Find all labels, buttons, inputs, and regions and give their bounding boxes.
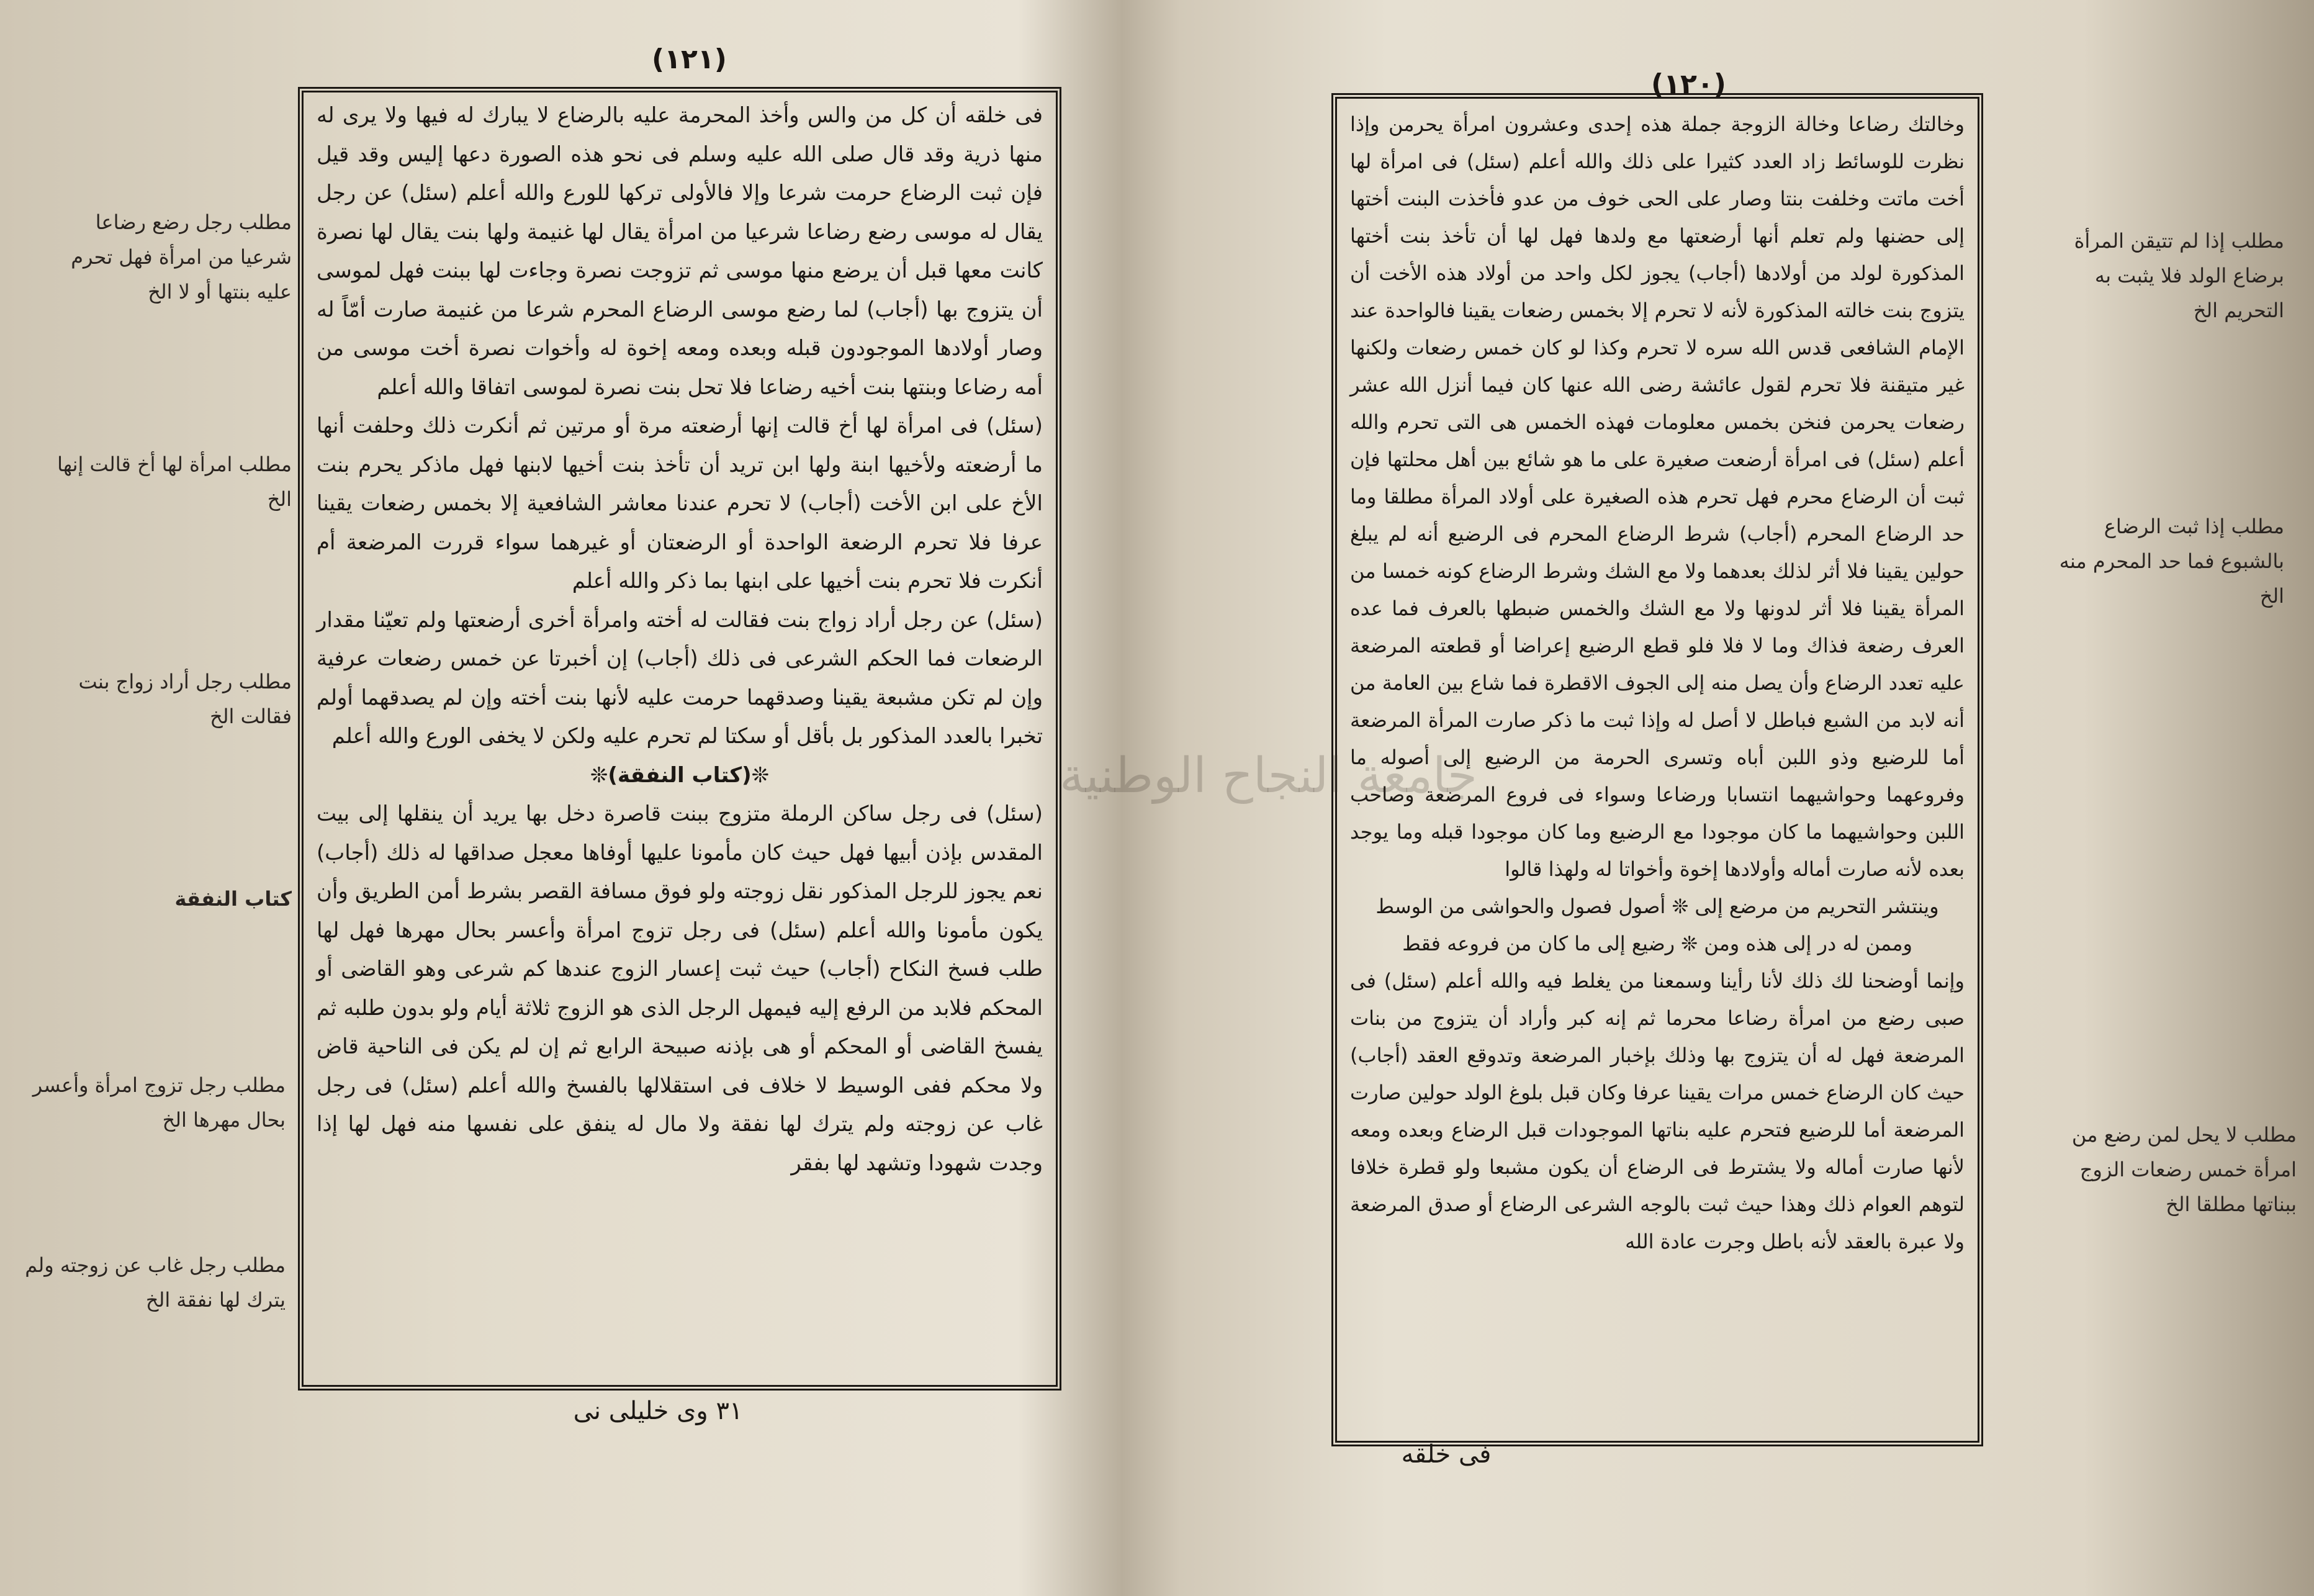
paragraph: وخالتك رضاعا وخالة الزوجة جملة هذه إحدى وعشرون امرأة يحرمن وإذا نظرت للوسائط زاد العدد كثيرا على ذلك والله أعلم (سئل) فى امرأة لها أخت ماتت وخلفت بنتا وصار على الحى خوف من عدو فأخذت البنت أختها إلى حضنها ولم تعلم أنها أرضعتها مع ولدها فهل لها أن تأخذ بنت أختها المذكورة لولد من أولادها (أجاب) يجوز لكل واحد من أولاد هذه الأخت أن يتزوج بنت خالته المذكورة لأنه لا تحرم إلا بخمس رضعات يقينا فالواحدة عند الإمام الشافعى قدس الله سره لا تحرم وكذا لو كان خمس رضعات ولكنها غير متيقنة فلا تحرم لقول عائشة رضى الله عنها كان فيما أنزل الله عشر رضعات يحرمن فنخن بخمس معلومات فهذه الخمس هى التى تحرم والله أعلم (سئل) فى امرأة أرضعت صغيرة على ما هو شائع بين أهل محلتها فإن ثبت أن الرضاع محرم فهل تحرم هذه الصغيرة على أولاد المرأة مطلقا وما حد الرضاع المحرم (أجاب) شرط الرضاع المحرم فى الرضيع أنه لم يبلغ حولين يقينا فلا أثر لذلك بعدهما ولا مع الشك وشرط الرضاع كونه خمسا من المرأة يقينا فلا أثر لدونها ولا مع الشك والخمس ضبطها بالعرف فما عده العرف رضعة فذاك وما لا فلا فلو قطع الرضيع إعراضا أو قطعته المرضعة عليه تعدد الرضاع وأن يصل منه إلى الجوف الاقطرة فما شاع بين العامة من أنه لابد من الشبع فباطل لا أصل له وإذا ثبت ما ذكر صارت المرأة المرضعة أما للرضيع وذو اللبن أباه وتسرى الحرمة من الرضيع إلى أصوله ما وفروعهما وحواشيهما انتسابا ورضاعا وسواء فى فروع المرضعة وصاحب اللبن وحواشيهما ما كان موجودا مع الرضيع وما كان موجودا قبله وما يوجد بعده لأنه صارت أماله وأولادها إخوة وأخواتا له ولهذا قالوا: [1350, 112, 1965, 881]
margin-note: مطلب إذا لم تتيقن المرأة برضاع الولد فلا يثبت به التحريم الخ: [2074, 229, 2284, 322]
margin-note: مطلب رجل غاب عن زوجته ولم يترك لها نفقة الخ: [25, 1253, 286, 1312]
page-footer-signature: ٣١ وى خليلى نى: [573, 1397, 743, 1425]
page-number-left: (١٢١): [652, 43, 727, 75]
paragraph: (سئل) فى رجل ساكن الرملة متزوج ببنت قاصرة دخل بها يريد أن ينقلها إلى بيت المقدس بإذن أبيها فهل حيث كان مأمونا عليها أوفاها معجل صداقها له ذلك (أجاب) نعم يجوز للرجل المذكور نقل زوجته ولو فوق مسافة القصر بشرط أمن الطريق وأن يكون مأمونا والله أعلم (سئل) فى رجل تزوج امرأة وأعسر بحال مهرها فهل لها طلب فسخ النكاح (أجاب) حيث ثبت إعسار الزوج عندها كم شرعى وهو القاضى أو المحكم فلابد من الرفع إليه فيمهل الرجل الذى هو الزوج ثلاثة أيام ولو بدون طلبه ثم يفسخ القاضى أو المحكم أو هى بإذنه صبيحة الرابع ثم إن لم يكن فى الناحية قاض ولا محكم ففى الوسيط لا خلاف فى استقلالها بالفسخ والله أعلم (سئل) فى رجل غاب عن زوجته ولم يترك لها نفقة ولا مال له ينفق على نفسها منه فهل لها إذا وجدت شهودا وتشهد لها بفقر: [317, 801, 1043, 1176]
verse-line: وينتشر التحريم من مرضع إلى ❊ أصول فصول والحواشى من الوسط: [1375, 895, 1939, 918]
margin-note: مطلب رجل رضع رضاعا شرعيا من امرأة فهل تحرم عليه بنتها أو لا الخ: [71, 210, 292, 304]
section-heading: ❊(كتاب النفقة)❊: [590, 762, 770, 788]
catchword: فى خلقه: [1401, 1440, 1492, 1469]
margin-note: مطلب رجل أراد زواج بنت فقالت الخ: [78, 670, 292, 728]
page-number-right: (١٢٠): [1651, 68, 1726, 100]
margin-note: مطلب امرأة لها أخ قالت إنها الخ: [57, 453, 292, 511]
verse-line: وممن له در إلى هذه ومن ❊ رضيع إلى ما كان من فروعه فقط: [1402, 932, 1912, 955]
paragraph: وإنما أوضحنا لك ذلك لأنا رأينا وسمعنا من يغلط فيه والله أعلم (سئل) فى صبى رضع من امرأة رضاعا محرما ثم إنه كبر وأراد أن يتزوج من بنات المرضعة فهل له أن يتزوج بها وذلك بإخبار المرضعة وتدوقع العقد (أجاب) حيث كان الرضاع خمس مرات يقينا عرفا وكان قبل بلوغ الولد حولين صارت المرضعة أما للرضيع فتحرم عليه بناتها الموجودات قبل الرضاع وبعده ومعه لأنها صارت أماله ولا يشترط فى الرضاع أن يكون مشبعا ولو قطرة خلافا لتوهم العوام ذلك وهذا حيث ثبت بالوجه الشرعى الرضاع أو صدق المرضعة ولا عبرة بالعقد لأنه باطل وجرت عادة الله: [1350, 969, 1965, 1253]
paragraph: (سئل) فى امرأة لها أخ قالت إنها أرضعته مرة أو مرتين ثم أنكرت ذلك وحلفت أنها ما أرضعته ولأخيها ابنة ولها ابن تريد أن تأخذ بنت أخيها لابنها فهل ماذكر يحرم بنت الأخ على ابن الأخت (أجاب) لا تحرم عندنا معاشر الشافعية إلا بخمس رضعات يقينا عرفا فلا تحرم الرضعة الواحدة أو الرضعتان أو غيرهما سواء قررت المرضعة أم أنكرت فلا تحرم بنت أخيها على ابنها بما ذكر والله أعلم: [317, 413, 1043, 593]
margin-note: مطلب رجل تزوج امرأة وأعسر بحال مهرها الخ: [32, 1073, 286, 1132]
margin-heading: كتاب النفقة: [174, 887, 292, 911]
margin-note: مطلب لا يحل لمن رضع من امرأة خمس رضعات الزوج ببناتها مطلقا الخ: [2071, 1123, 2297, 1216]
margin-note: مطلب إذا ثبت الرضاع بالشبوع فما حد المحرم منه الخ: [2059, 515, 2284, 608]
paragraph: (سئل) عن رجل أراد زواج بنت فقالت له أخته وامرأة أخرى أرضعتها ولم تعيّنا مقدار الرضعات فما الحكم الشرعى فى ذلك (أجاب) إن أخبرتا عن خمس رضعات عرفية وإن لم تكن مشبعة يقينا وصدقهما حرمت عليه لأنها بنت أخته وإن لم يصدقهما أولم تخبرا بالعدد المذكور بل بأقل أو سكتا لم تحرم عليه ولكن لا يخفى الورع والله أعلم: [317, 607, 1043, 749]
left-text-block: [317, 96, 1043, 1375]
paragraph: فى خلقه أن كل من والس وأخذ المحرمة عليه بالرضاع لا يبارك له فيها ولا يرى له منها ذرية وقد قال صلى الله عليه وسلم فى نحو هذه الصورة دعها إليس وقد قيل فإن ثبت الرضاع حرمت شرعا وإلا فالأولى تركها للورع والله أعلم (سئل) عن رجل يقال له موسى رضع رضاعا شرعيا من امرأة يقال لها غنيمة ولها بنت يقال لها نصرة كانت معها قبل أن يرضع منها موسى ثم تزوجت نصرة وجاءت لها ببنت فهل لموسى أن يتزوج بها (أجاب) لما رضع موسى الرضاع المحرم شرعا من غنيمة صارت أمّاً له وصار أولادها الموجودون قبله وبعده ومعه إخوة له وأخوات نصرة أخت موسى من أمه رضاعا وبنتها بنت أخيه رضاعا فلا تحل بنت نصرة لموسى اتفاقا والله أعلم: [317, 103, 1043, 400]
watermark: جامعة النجاح الوطنية: [1060, 748, 1477, 804]
